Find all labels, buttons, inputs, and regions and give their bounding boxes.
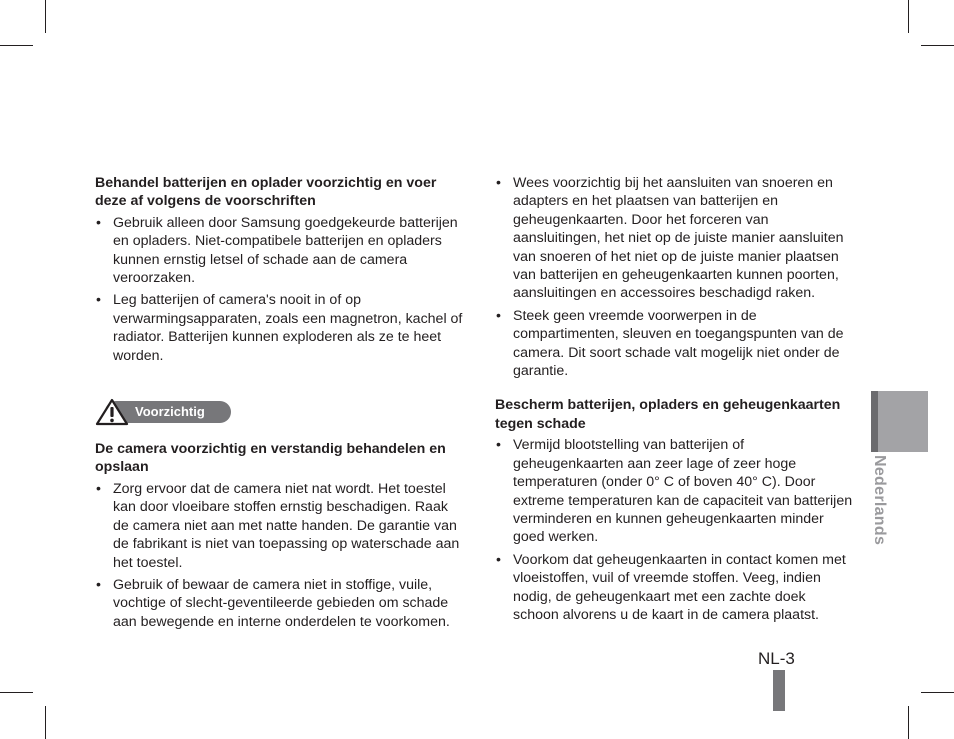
bullet-list: [95, 480, 463, 631]
right-column: [495, 174, 855, 628]
crop-mark: [0, 45, 33, 46]
language-tab-label: Nederlands: [871, 455, 888, 546]
caution-badge: [95, 398, 463, 426]
crop-mark: [0, 692, 33, 693]
list-item: • Wees voorzichtig bij het aansluiten van snoeren en adapters en het plaatsen van batterijen en geheugenkaarten. Door het forceren van aansluitingen, het niet op de juiste manier aansluiten van snoeren of het niet op de juiste manier plaatsen van batterijen en geheugenkaarten kunnen poorten, aansluitingen en accessoires beschadigd raken.: [495, 174, 855, 303]
crop-mark: [921, 45, 954, 46]
bullet-list: [495, 174, 855, 380]
list-item: • Leg batterijen of camera's nooit in of op verwarmingsapparaten, zoals een magnetron, kachel of radiator. Batterijen kunnen exploderen als ze te heet worden.: [95, 291, 463, 365]
bullet-list: [95, 214, 463, 365]
crop-mark: [908, 0, 909, 33]
list-item: • Steek geen vreemde voorwerpen in de compartimenten, sleuven en toegangspunten van de camera. Dit soort schade valt mogelijk niet onder de garantie.: [495, 307, 855, 381]
crop-mark: [921, 692, 954, 693]
list-item: • Gebruik of bewaar de camera niet in stoffige, vuile, vochtige of slecht-geventileerde gebieden om schade aan bewegende en interne onderdelen te voorkomen.: [95, 576, 463, 631]
list-item: • Vermijd blootstelling van batterijen of geheugenkaarten aan zeer lage of zeer hoge temperaturen (onder 0° C of boven 40° C). Door extreme temperaturen kan de capaciteit van batterijen verminderen en kunnen geheugenkaarten minder goed werken.: [495, 436, 855, 546]
list-item: • Zorg ervoor dat de camera niet nat wordt. Het toestel kan door vloeibare stoffen ernstig beschadigen. Raak de camera niet aan met natte handen. De garantie van de fabrikant is niet van toepassing op waterschade aan het toestel.: [95, 480, 463, 572]
caution-label: Voorzichtig: [135, 404, 205, 420]
crop-mark: [908, 706, 909, 739]
language-tab: [871, 391, 928, 452]
bullet-list: [495, 436, 855, 624]
language-tab-edge: [871, 391, 878, 452]
page-number-bar: [773, 670, 785, 711]
list-item: • Gebruik alleen door Samsung goedgekeurde batterijen en opladers. Niet-compatibele batterijen en opladers kunnen ernstig letsel of schade aan de camera veroorzaken.: [95, 214, 463, 288]
section-heading: De camera voorzichtig en verstandig behandelen en opslaan: [95, 441, 446, 476]
list-item: • Voorkom dat geheugenkaarten in contact komen met vloeistoffen, vuil of vreemde stoffen. Veeg, indien nodig, de geheugenkaart met een zachte doek schoon alvorens u de kaart in de camera plaatst.: [495, 551, 855, 625]
crop-mark: [45, 706, 46, 739]
left-column: [95, 174, 463, 635]
section-heading: Behandel batterijen en oplader voorzichtig en voer deze af volgens de voorschriften: [95, 175, 437, 210]
warning-triangle-icon: [95, 398, 129, 426]
section-heading: Bescherm batterijen, opladers en geheugenkaarten tegen schade: [495, 397, 841, 432]
crop-mark: [45, 0, 46, 33]
page-number: NL-3: [758, 649, 795, 668]
